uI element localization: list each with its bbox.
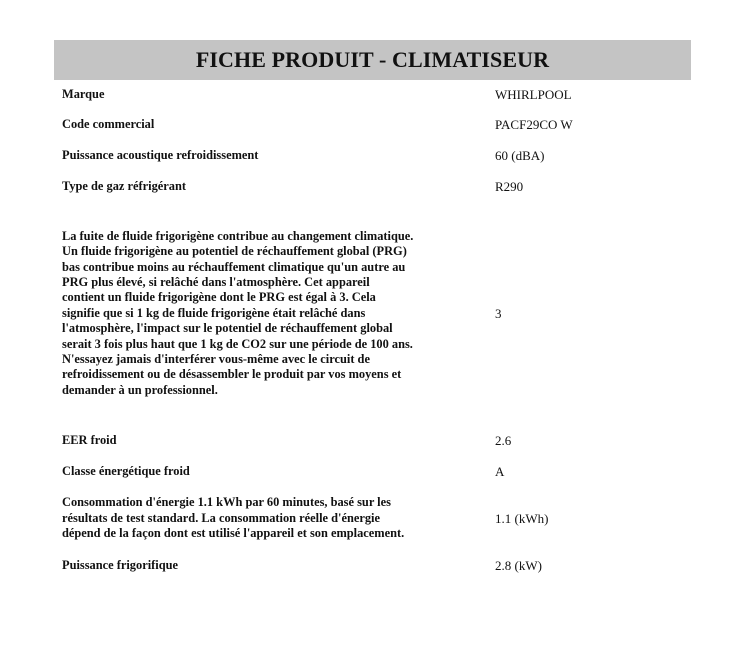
row-eer-froid	[54, 425, 691, 456]
sheet-title: FICHE PRODUIT - CLIMATISEUR	[54, 40, 691, 80]
row-consommation	[54, 488, 691, 549]
row-label: Puissance frigorifique	[62, 558, 178, 573]
row-value: 1.1 (kWh)	[495, 510, 549, 526]
row-puissance-acoustique	[54, 140, 691, 171]
row-value: 60 (dBA)	[495, 147, 545, 163]
row-code-commercial	[54, 110, 691, 140]
row-value: 2.8 (kW)	[495, 558, 542, 574]
product-sheet	[54, 40, 691, 583]
row-value: PACF29CO W	[495, 117, 573, 133]
row-value: 2.6	[495, 432, 512, 448]
row-value: WHIRLPOOL	[495, 87, 572, 103]
row-label: Code commercial	[62, 117, 155, 132]
row-label: Consommation d'énergie 1.1 kWh par 60 minutes, basé sur les résultats de test standard. La consommation réelle d'énergie dépend de la façon dont est utilisé l'appareil et son emplacement.	[62, 495, 405, 541]
row-value: 3	[495, 305, 502, 321]
row-label: Type de gaz réfrigérant	[62, 178, 186, 193]
row-label: La fuite de fluide frigorigène contribue au changement climatique. Un fluide frigorigène au potentiel de réchauffement global (PRG) bas contribue moins au réchauffement climatique qu'un autre au PRG plus élevé, si relâché dans l'atmosphère. Cet appareil contient un fluide frigorigène dont le PRG est égal à 3. Cela signifie que si 1 kg de fluide frigorigène était relâché dans l'atmosphère, l'impact sur le potentiel de réchauffement global serait 3 fois plus haut que 1 kg de CO2 sur une période de 100 ans. N'essayez jamais d'interférer vous-même avec le circuit de refroidissement ou de désassembler le produit par vos moyens et demander à un professionnel.	[62, 228, 414, 397]
row-fuite-fluide	[54, 202, 691, 425]
row-value: R290	[495, 178, 524, 194]
row-puissance-frigorifique	[54, 549, 691, 583]
row-label: Classe énergétique froid	[62, 464, 190, 479]
row-marque	[54, 80, 691, 110]
row-label: EER froid	[62, 432, 117, 447]
row-type-gaz	[54, 171, 691, 202]
row-label: Puissance acoustique refroidissement	[62, 147, 259, 162]
row-value: A	[495, 464, 505, 480]
row-classe-energetique	[54, 456, 691, 488]
row-label: Marque	[62, 87, 105, 102]
